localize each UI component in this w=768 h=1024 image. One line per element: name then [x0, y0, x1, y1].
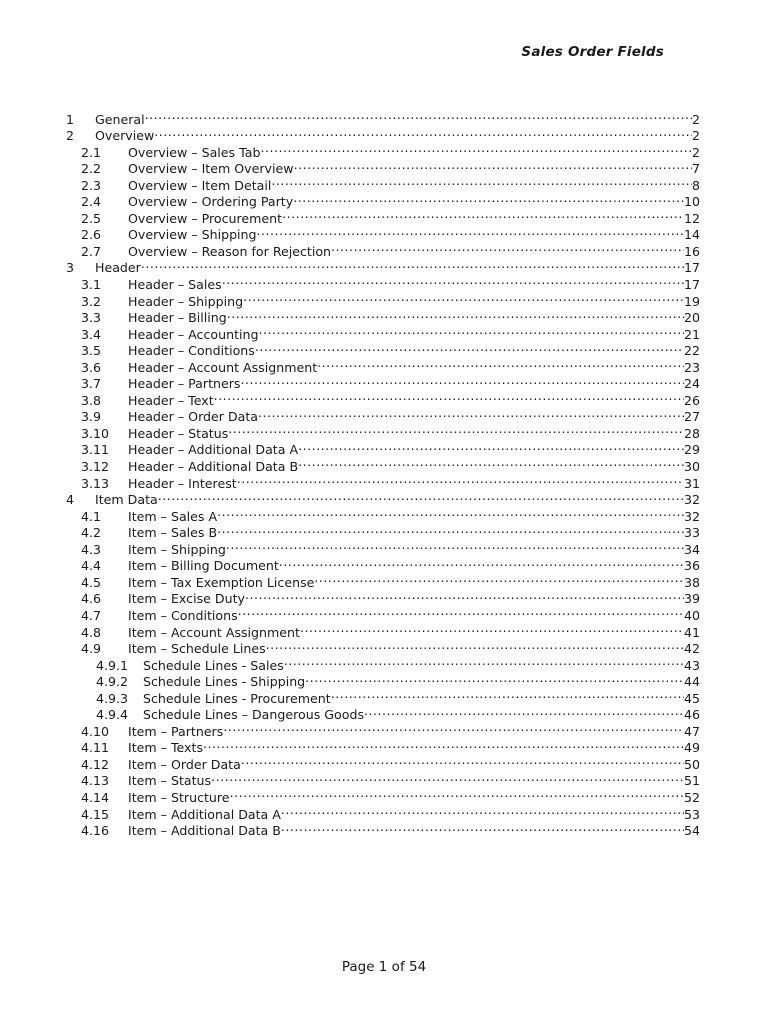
toc-dot-leader — [257, 223, 684, 240]
page-title: Sales Order Fields — [521, 44, 664, 60]
toc-entry-number: 2.1 — [81, 144, 102, 160]
toc-dot-leader — [211, 769, 684, 786]
toc-entry-title: Header – Additional Data B — [128, 459, 299, 475]
toc-entry-title: General — [95, 111, 145, 127]
toc-entry[interactable] — [66, 488, 700, 508]
toc-dot-leader — [203, 736, 684, 753]
toc-entry-title: Header — [95, 260, 141, 276]
toc-dot-leader — [260, 140, 692, 157]
toc-entry-title: Item – Order Data — [128, 756, 241, 772]
toc-entry-number: 4.9 — [81, 641, 102, 657]
toc-entry-page: 14 — [683, 227, 700, 243]
toc-dot-leader — [230, 785, 684, 802]
toc-dot-leader — [293, 190, 684, 207]
toc-entry-title: Header – Sales — [128, 277, 222, 293]
toc-entry[interactable] — [66, 140, 700, 160]
toc-entry-number: 3.4 — [81, 326, 102, 342]
toc-entry-number: 4.16 — [81, 823, 110, 839]
toc-entry-number: 3 — [66, 260, 75, 276]
toc-dot-leader — [154, 124, 692, 141]
toc-dot-leader — [245, 587, 684, 604]
toc-entry-number: 2.3 — [81, 177, 102, 193]
toc-entry-page: 23 — [683, 359, 700, 375]
toc-entry-title: Header – Additional Data A — [128, 442, 299, 458]
toc-entry-number: 4.4 — [81, 558, 102, 574]
toc-entry-page: 2 — [691, 144, 700, 160]
toc-entry-page: 16 — [683, 243, 700, 259]
toc-dot-leader — [364, 703, 684, 720]
toc-dot-leader — [331, 686, 684, 703]
toc-entry-page: 38 — [683, 574, 700, 590]
toc-dot-leader — [158, 488, 684, 505]
toc-entry-title: Overview – Reason for Rejection — [128, 243, 332, 259]
toc-entry-title: Overview – Sales Tab — [128, 144, 261, 160]
toc-entry-page: 17 — [683, 260, 700, 276]
toc-entry-number: 4.8 — [81, 624, 102, 640]
toc-dot-leader — [217, 521, 684, 538]
toc-dot-leader — [228, 421, 684, 438]
toc-dot-leader — [145, 107, 692, 124]
toc-entry-page: 51 — [683, 773, 700, 789]
toc-entry-number: 3.12 — [81, 459, 110, 475]
toc-dot-leader — [282, 206, 684, 223]
toc-dot-leader — [331, 239, 684, 256]
toc-entry[interactable] — [66, 256, 700, 276]
toc-entry-title: Header – Order Data — [128, 409, 259, 425]
toc-dot-leader — [214, 388, 684, 405]
toc-entry-page: 45 — [683, 690, 700, 706]
toc-entry-title: Schedule Lines - Procurement — [143, 690, 331, 706]
toc-entry-page: 17 — [683, 277, 700, 293]
toc-dot-leader — [281, 802, 684, 819]
toc-entry-page: 53 — [683, 806, 700, 822]
toc-dot-leader — [281, 819, 684, 836]
toc-entry[interactable] — [66, 504, 700, 524]
toc-entry-number: 2.2 — [81, 161, 102, 177]
toc-entry-number: 2.5 — [81, 210, 102, 226]
toc-entry-page: 54 — [683, 823, 700, 839]
toc-entry-title: Item – Structure — [128, 789, 230, 805]
toc-entry-number: 4.15 — [81, 806, 110, 822]
toc-entry-title: Item – Texts — [128, 740, 204, 756]
toc-entry-page: 10 — [683, 194, 700, 210]
toc-entry-page: 34 — [683, 541, 700, 557]
toc-entry-page: 46 — [683, 707, 700, 723]
toc-entry-title: Item – Billing Document — [128, 558, 279, 574]
toc-entry-page: 7 — [691, 161, 700, 177]
toc-entry-title: Item – Account Assignment — [128, 624, 300, 640]
toc-entry-page: 30 — [683, 459, 700, 475]
toc-entry-number: 2.4 — [81, 194, 102, 210]
toc-entry-title: Header – Partners — [128, 376, 241, 392]
toc-entry-title: Schedule Lines - Sales — [143, 657, 284, 673]
toc-dot-leader — [258, 322, 683, 339]
toc-entry-title: Header – Billing — [128, 310, 227, 326]
toc-entry-title: Item – Partners — [128, 723, 224, 739]
toc-entry-number: 4.2 — [81, 525, 102, 541]
toc-entry-title: Item – Sales B — [128, 525, 218, 541]
toc-entry-number: 4.9.2 — [96, 674, 129, 690]
toc-dot-leader — [141, 256, 684, 273]
toc-entry-number: 4.13 — [81, 773, 110, 789]
toc-entry-title: Header – Text — [128, 392, 214, 408]
toc-entry-number: 4.7 — [81, 607, 102, 623]
toc-entry-number: 3.9 — [81, 409, 102, 425]
toc-dot-leader — [223, 719, 684, 736]
toc-entry-page: 41 — [683, 624, 700, 640]
toc-entry-title: Item – Additional Data A — [128, 806, 281, 822]
toc-dot-leader — [217, 504, 684, 521]
toc-entry-title: Overview – Item Detail — [128, 177, 272, 193]
toc-dot-leader — [226, 537, 684, 554]
toc-dot-leader — [237, 471, 684, 488]
toc-entry-page: 44 — [683, 674, 700, 690]
toc-entry-number: 3.3 — [81, 310, 102, 326]
toc-entry-title: Item Data — [95, 492, 158, 508]
toc-entry-title: Overview — [95, 128, 155, 144]
toc-entry-page: 40 — [683, 607, 700, 623]
toc-entry-page: 2 — [691, 111, 700, 127]
toc-dot-leader — [222, 272, 684, 289]
toc-entry-title: Item – Excise Duty — [128, 591, 245, 607]
toc-entry-page: 32 — [683, 492, 700, 508]
toc-entry-number: 4.11 — [81, 740, 110, 756]
toc-entry-number: 3.10 — [81, 425, 110, 441]
toc-dot-leader — [266, 637, 684, 654]
toc-entry-number: 4.3 — [81, 541, 102, 557]
toc-entry-title: Schedule Lines – Dangerous Goods — [143, 707, 364, 723]
toc-dot-leader — [294, 157, 692, 174]
toc-entry-page: 42 — [683, 641, 700, 657]
toc-entry-title: Item – Schedule Lines — [128, 641, 266, 657]
toc-entry-page: 31 — [683, 475, 700, 491]
toc-entry-number: 3.5 — [81, 343, 102, 359]
toc-dot-leader — [279, 554, 684, 571]
toc-dot-leader — [298, 454, 684, 471]
toc-entry-title: Schedule Lines - Shipping — [143, 674, 306, 690]
toc-entry[interactable] — [66, 124, 700, 144]
toc-entry-number: 4.5 — [81, 574, 102, 590]
toc-entry-number: 2 — [66, 128, 75, 144]
toc-entry-page: 52 — [683, 789, 700, 805]
toc-entry-page: 33 — [683, 525, 700, 541]
toc-entry-page: 49 — [683, 740, 700, 756]
toc-dot-leader — [298, 438, 684, 455]
toc-entry-number: 4.14 — [81, 789, 110, 805]
toc-dot-leader — [305, 670, 684, 687]
toc-entry-number: 3.2 — [81, 293, 102, 309]
toc-entry-page: 19 — [683, 293, 700, 309]
toc-dot-leader — [271, 173, 692, 190]
toc-entry-number: 4.6 — [81, 591, 102, 607]
toc-entry-title: Item – Sales A — [128, 508, 218, 524]
toc-entry-number: 4.9.3 — [96, 690, 129, 706]
toc-entry-title: Header – Conditions — [128, 343, 255, 359]
toc-entry-page: 43 — [683, 657, 700, 673]
toc-entry-title: Header – Shipping — [128, 293, 244, 309]
toc-entry-page: 32 — [683, 508, 700, 524]
toc-entry-number: 4.12 — [81, 756, 110, 772]
toc-entry-number: 3.6 — [81, 359, 102, 375]
toc-dot-leader — [258, 405, 684, 422]
toc-entry[interactable] — [66, 272, 700, 293]
toc-entry-page: 26 — [683, 392, 700, 408]
toc-entry-title: Item – Conditions — [128, 607, 238, 623]
toc-entry-title: Header – Accounting — [128, 326, 259, 342]
toc-dot-leader — [241, 372, 684, 389]
toc-entry-number: 2.7 — [81, 243, 102, 259]
toc-entry-title: Item – Shipping — [128, 541, 226, 557]
toc-entry-title: Overview – Procurement — [128, 210, 283, 226]
toc-entry-number: 3.1 — [81, 277, 102, 293]
toc-entry-page: 24 — [683, 376, 700, 392]
toc-dot-leader — [243, 289, 684, 306]
toc-entry-page: 28 — [683, 425, 700, 441]
toc-dot-leader — [241, 752, 684, 769]
toc-entry-title: Header – Interest — [128, 475, 237, 491]
toc-entry-number: 2.6 — [81, 227, 102, 243]
toc-entry-page: 36 — [683, 558, 700, 574]
toc-entry-page: 21 — [683, 326, 700, 342]
toc-entry-number: 3.8 — [81, 392, 102, 408]
toc-entry-number: 1 — [66, 111, 75, 127]
toc-dot-leader — [314, 570, 684, 587]
toc-entry-title: Overview – Item Overview — [128, 161, 294, 177]
toc-entry-title: Overview – Ordering Party — [128, 194, 294, 210]
toc-dot-leader — [238, 603, 684, 620]
toc-entry-page: 27 — [683, 409, 700, 425]
toc-entry-number: 3.11 — [81, 442, 110, 458]
toc-entry-title: Item – Additional Data B — [128, 823, 281, 839]
toc-entry-page: 50 — [683, 756, 700, 772]
toc-entry-page: 47 — [683, 723, 700, 739]
toc-entry-number: 3.13 — [81, 475, 110, 491]
toc-entry-number: 4 — [66, 492, 75, 508]
toc-entry-title: Overview – Shipping — [128, 227, 257, 243]
toc-entry-title: Item – Tax Exemption License — [128, 574, 315, 590]
page-number: Page 1 of 54 — [341, 959, 427, 975]
toc-entry-number: 4.9.1 — [96, 657, 129, 673]
toc-entry-title: Header – Status — [128, 425, 229, 441]
toc-dot-leader — [227, 306, 684, 323]
toc-dot-leader — [317, 355, 684, 372]
toc-dot-leader — [255, 339, 684, 356]
toc-entry-page: 12 — [683, 210, 700, 226]
toc-entry-number: 4.10 — [81, 723, 110, 739]
toc-entry-page: 22 — [683, 343, 700, 359]
toc-entry-title: Header – Account Assignment — [128, 359, 318, 375]
toc-entry-page: 39 — [683, 591, 700, 607]
toc-entry-number: 4.9.4 — [96, 707, 129, 723]
toc-dot-leader — [284, 653, 684, 670]
toc-dot-leader — [300, 620, 684, 637]
toc-entry-number: 3.7 — [81, 376, 102, 392]
table-of-contents — [66, 107, 700, 839]
toc-entry[interactable] — [66, 107, 700, 127]
toc-entry-title: Item – Status — [128, 773, 212, 789]
toc-entry-page: 8 — [691, 177, 700, 193]
toc-entry-page: 20 — [683, 310, 700, 326]
toc-entry-number: 4.1 — [81, 508, 102, 524]
toc-entry-page: 29 — [683, 442, 700, 458]
toc-entry-page: 2 — [691, 128, 700, 144]
